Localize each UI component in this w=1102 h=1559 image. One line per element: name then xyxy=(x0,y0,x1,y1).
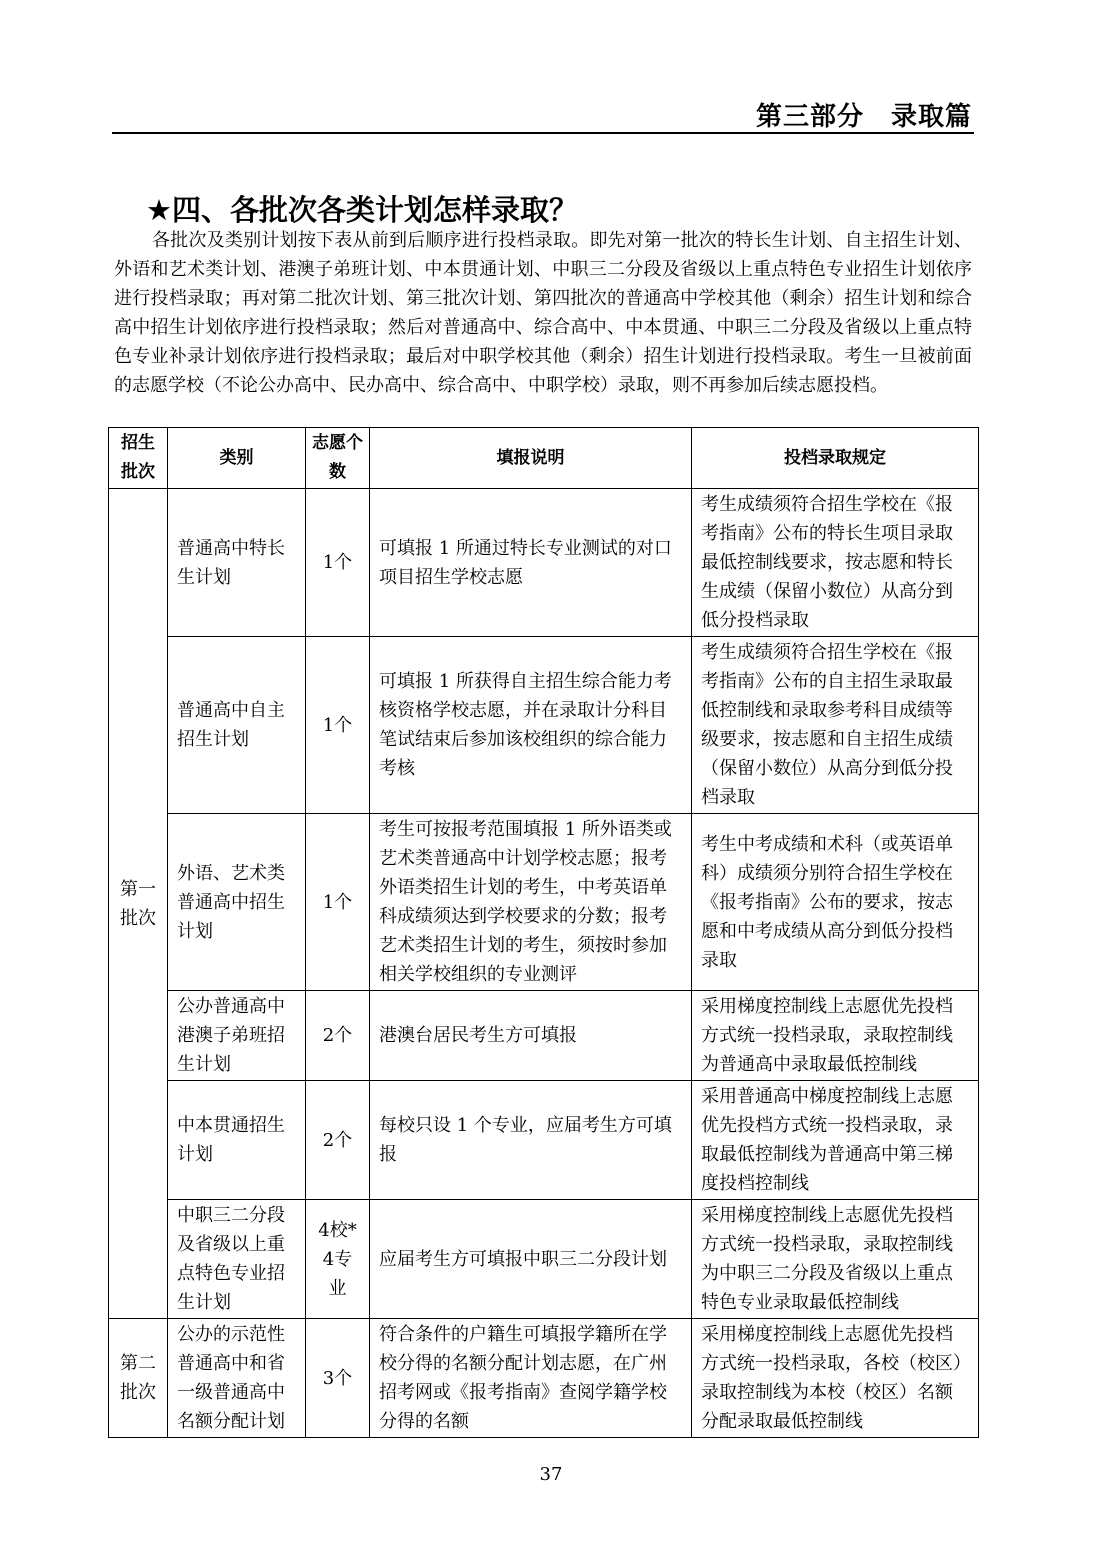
running-header: 第三部分 录取篇 xyxy=(755,102,972,132)
header-rules: 投档录取规定 xyxy=(692,428,979,489)
header-count: 志愿个数 xyxy=(306,428,370,489)
count-cell: 1个 xyxy=(306,489,370,637)
instructions-cell: 港澳台居民考生方可填报 xyxy=(370,991,692,1081)
rules-cell: 考生成绩须符合招生学校在《报考指南》公布的特长生项目录取最低控制线要求，按志愿和特长生成绩（保留小数位）从高分到低分投档录取 xyxy=(692,489,979,637)
page-number: 37 xyxy=(539,1464,563,1485)
header-category: 类别 xyxy=(168,428,306,489)
instructions-cell: 每校只设 1 个专业，应届考生方可填报 xyxy=(370,1081,692,1200)
rules-cell: 采用梯度控制线上志愿优先投档方式统一投档录取，各校（校区）录取控制线为本校（校区）名额分配录取最低控制线 xyxy=(692,1319,979,1438)
category-cell: 公办普通高中港澳子弟班招生计划 xyxy=(168,991,306,1081)
table-header-row xyxy=(109,428,979,489)
table-row xyxy=(109,1319,979,1438)
rules-cell: 采用普通高中梯度控制线上志愿优先投档方式统一投档录取，录取最低控制线为普通高中第三梯度投档控制线 xyxy=(692,1081,979,1200)
count-cell: 2个 xyxy=(306,1081,370,1200)
category-cell: 中职三二分段及省级以上重点特色专业招生计划 xyxy=(168,1200,306,1319)
instructions-cell: 符合条件的户籍生可填报学籍所在学校分得的名额分配计划志愿，在广州招考网或《报考指南》查阅学籍学校分得的名额 xyxy=(370,1319,692,1438)
instructions-cell: 可填报 1 所通过特长专业测试的对口项目招生学校志愿 xyxy=(370,489,692,637)
header-batch: 招生批次 xyxy=(109,428,168,489)
category-cell: 普通高中特长生计划 xyxy=(168,489,306,637)
section-title: ★四、各批次各类计划怎样录取？ xyxy=(146,193,578,227)
rules-cell: 采用梯度控制线上志愿优先投档方式统一投档录取，录取控制线为普通高中录取最低控制线 xyxy=(692,991,979,1081)
batch-cell-first: 第一批次 xyxy=(109,489,168,1319)
category-cell: 普通高中自主招生计划 xyxy=(168,637,306,814)
count-cell: 1个 xyxy=(306,637,370,814)
batch-cell-second: 第二批次 xyxy=(109,1319,168,1438)
instructions-cell: 可填报 1 所获得自主招生综合能力考核资格学校志愿，并在录取计分科目笔试结束后参加该校组织的综合能力考核 xyxy=(370,637,692,814)
category-cell: 中本贯通招生计划 xyxy=(168,1081,306,1200)
table-row xyxy=(109,1200,979,1319)
category-cell: 公办的示范性普通高中和省一级普通高中名额分配计划 xyxy=(168,1319,306,1438)
header-rule xyxy=(112,132,974,134)
count-cell: 3个 xyxy=(306,1319,370,1438)
table-row xyxy=(109,991,979,1081)
category-cell: 外语、艺术类普通高中招生计划 xyxy=(168,814,306,991)
intro-paragraph: 各批次及类别计划按下表从前到后顺序进行投档录取。即先对第一批次的特长生计划、自主招生计划、外语和艺术类计划、港澳子弟班计划、中本贯通计划、中职三二分段及省级以上重点特色专业招生计划依序进行投档录取；再对第二批次计划、第三批次计划、第四批次的普通高中学校其他（剩余）招生计划和综合高中招生计划依序进行投档录取；然后对普通高中、综合高中、中本贯通、中职三二分段及省级以上重点特色专业补录计划依序进行投档录取；最后对中职学校其他（剩余）招生计划进行投档录取。考生一旦被前面的志愿学校（不论公办高中、民办高中、综合高中、中职学校）录取，则不再参加后续志愿投档。 xyxy=(114,230,972,396)
table-row xyxy=(109,637,979,814)
instructions-cell: 应届考生方可填报中职三二分段计划 xyxy=(370,1200,692,1319)
count-cell: 4校*4专业 xyxy=(306,1200,370,1319)
admission-plan-table xyxy=(108,427,979,1438)
table-row xyxy=(109,489,979,637)
count-cell: 2个 xyxy=(306,991,370,1081)
table-row xyxy=(109,1081,979,1200)
table-row xyxy=(109,814,979,991)
rules-cell: 考生成绩须符合招生学校在《报考指南》公布的自主招生录取最低控制线和录取参考科目成绩等级要求，按志愿和自主招生成绩（保留小数位）从高分到低分投档录取 xyxy=(692,637,979,814)
rules-cell: 采用梯度控制线上志愿优先投档方式统一投档录取，录取控制线为中职三二分段及省级以上重点特色专业录取最低控制线 xyxy=(692,1200,979,1319)
rules-cell: 考生中考成绩和术科（或英语单科）成绩须分别符合招生学校在《报考指南》公布的要求，按志愿和中考成绩从高分到低分投档录取 xyxy=(692,814,979,991)
header-instructions: 填报说明 xyxy=(370,428,692,489)
count-cell: 1个 xyxy=(306,814,370,991)
instructions-cell: 考生可按报考范围填报 1 所外语类或艺术类普通高中计划学校志愿；报考外语类招生计划的考生，中考英语单科成绩须达到学校要求的分数；报考艺术类招生计划的考生，须按时参加相关学校组织的专业测评 xyxy=(370,814,692,991)
